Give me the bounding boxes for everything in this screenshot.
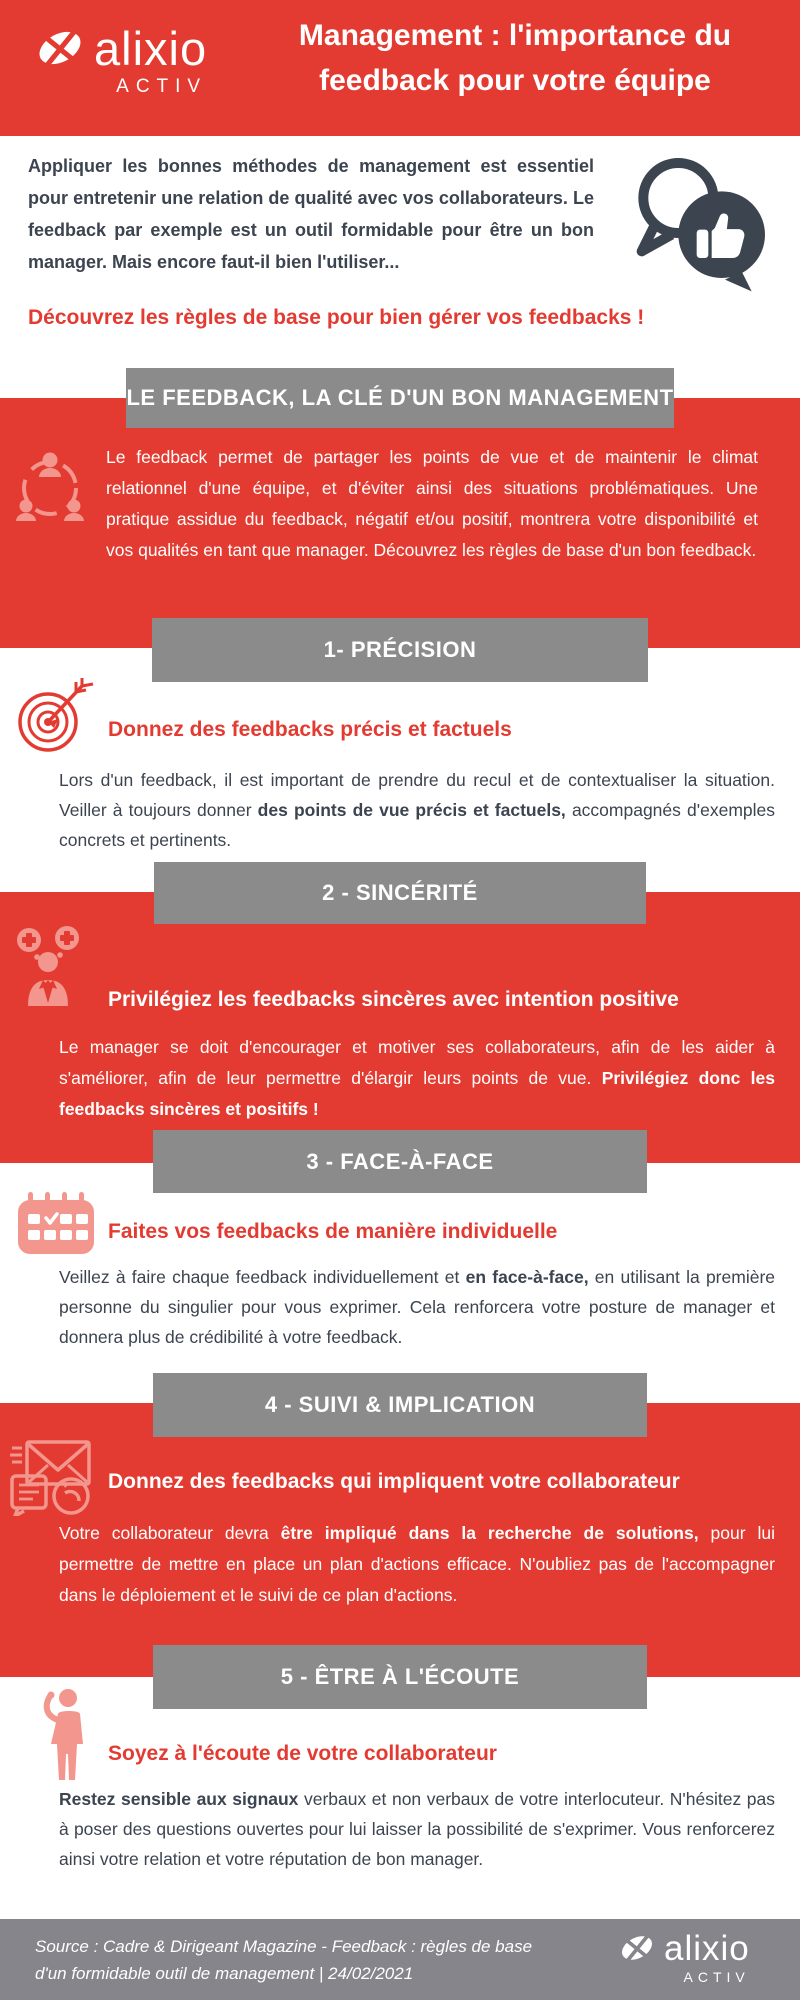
section-precision-heading: Donnez des feedbacks précis et factuels [108, 718, 512, 741]
chat-thumbs-up-icon [625, 150, 775, 296]
footer-source-line2: d'un formidable outil de management | 24/02/2021 [35, 1964, 414, 1983]
listening-person-icon [38, 1688, 90, 1782]
paragraph-bold-text: des points de vue précis et factuels, [257, 800, 566, 820]
banner-suivi-implication: 4 - SUIVI & IMPLICATION [153, 1373, 647, 1437]
paragraph-text: accompagnés d'exemples concrets et pertinents. [59, 800, 775, 850]
brand-name: alixio [664, 1928, 750, 1968]
paragraph-text: verbaux et non verbaux de votre interlocuteur. N'hésitez pas à poser des questions ouvertes pour lui laisser la possibilité de s'exprimer. Vous renforcerez ainsi votre relation et votre réputation de bon manager. [59, 1789, 775, 1869]
section-sincerite-paragraph [59, 1032, 775, 1125]
section-sincerite-heading: Privilégiez les feedbacks sincères avec intention positive [108, 988, 679, 1011]
header-band [0, 0, 800, 136]
footer-source-line1: Source : Cadre & Dirigeant Magazine - Feedback : règles de base [35, 1937, 533, 1956]
target-arrow-icon [14, 678, 94, 754]
intro-paragraph: Appliquer les bonnes méthodes de management est essentiel pour entretenir une relation de qualité avec vos collaborateurs. Le feedback par exemple est un outil formidable pour être un bon manager. Mais encore faut-il bien l'utiliser... [28, 156, 594, 272]
paragraph-bold-text: être impliqué dans la recherche de solutions, [280, 1523, 699, 1543]
team-circle-icon [14, 444, 86, 528]
paragraph-bold-text: en face-à-face, [465, 1267, 589, 1287]
section-precision-paragraph [59, 765, 775, 855]
positive-person-icon [14, 926, 82, 1008]
paragraph-bold-text: Restez sensible aux signaux [59, 1789, 299, 1809]
banner-sincerite: 2 - SINCÉRITÉ [154, 862, 646, 924]
section-ecoute-paragraph [59, 1784, 775, 1874]
section-face-a-face-paragraph [59, 1262, 775, 1352]
paragraph-text: en utilisant la première personne du singulier pour vous exprimer. Cela renforcera votre posture de manager et donnera plus de crédibilité à votre feedback. [59, 1267, 776, 1347]
paragraph-text: Le manager se doit d'encourager et motiver ses collaborateurs, afin de les aider à s'améliorer, afin de leur permettre d'élargir leurs points de vue. [59, 1037, 775, 1088]
paragraph-text: pour lui permettre de mettre en place un plan d'actions efficace. N'oubliez pas de l'accompagner dans le déploiement et le suivi de ce plan d'actions. [59, 1523, 775, 1605]
banner-face-a-face: 3 - FACE-À-FACE [153, 1130, 647, 1193]
brand-sub: ACTIV [683, 1969, 750, 1985]
brand-logo [34, 22, 207, 98]
paragraph-text: Lors d'un feedback, il est important de prendre du recul et de contextualiser la situation. Veiller à toujours donner [59, 770, 775, 820]
calendar-check-icon [16, 1192, 96, 1254]
brand-name: alixio [94, 21, 208, 75]
paragraph-bold-text: Privilégiez donc les feedbacks sincères et positifs ! [59, 1068, 776, 1119]
page-title-line2: feedback pour votre équipe [319, 64, 711, 97]
section-face-a-face-heading: Faites vos feedbacks de manière individuelle [108, 1220, 558, 1243]
alixio-leaf-icon [618, 1929, 656, 1967]
footer-brand-logo [618, 1929, 750, 1985]
brand-sub: ACTIV [116, 76, 208, 97]
section-suivi-heading: Donnez des feedbacks qui impliquent votre collaborateur [108, 1470, 680, 1493]
page-title-line1: Management : l'importance du [298, 19, 732, 52]
paragraph-text: Votre collaborateur devra [59, 1523, 281, 1543]
paragraph-text: Veillez à faire chaque feedback individuellement et [59, 1267, 466, 1287]
section-feedback-paragraph: Le feedback permet de partager les points de vue et de maintenir le climat relationnel d'une équipe, et d'éviter ainsi des situations problématiques. Une pratique assidue du feedback, négatif et/ou positif, montrera votre disponibilité et vos qualités en tant que manager. Découvrez les règles de base d'un bon feedback. [106, 447, 758, 560]
banner-precision: 1- PRÉCISION [152, 618, 648, 682]
section-ecoute-heading: Soyez à l'écoute de votre collaborateur [108, 1742, 497, 1765]
banner-feedback-cle: LE FEEDBACK, LA CLÉ D'UN BON MANAGEMENT [126, 368, 674, 428]
alixio-leaf-icon [34, 22, 86, 74]
banner-etre-a-lecoute: 5 - ÊTRE À L'ÉCOUTE [153, 1645, 647, 1709]
page-title [240, 13, 790, 123]
intro-highlight: Découvrez les règles de base pour bien gérer vos feedbacks ! [28, 306, 645, 329]
mail-reply-icon [8, 1438, 98, 1516]
footer-source [35, 1933, 595, 1987]
section-suivi-paragraph [59, 1518, 775, 1611]
